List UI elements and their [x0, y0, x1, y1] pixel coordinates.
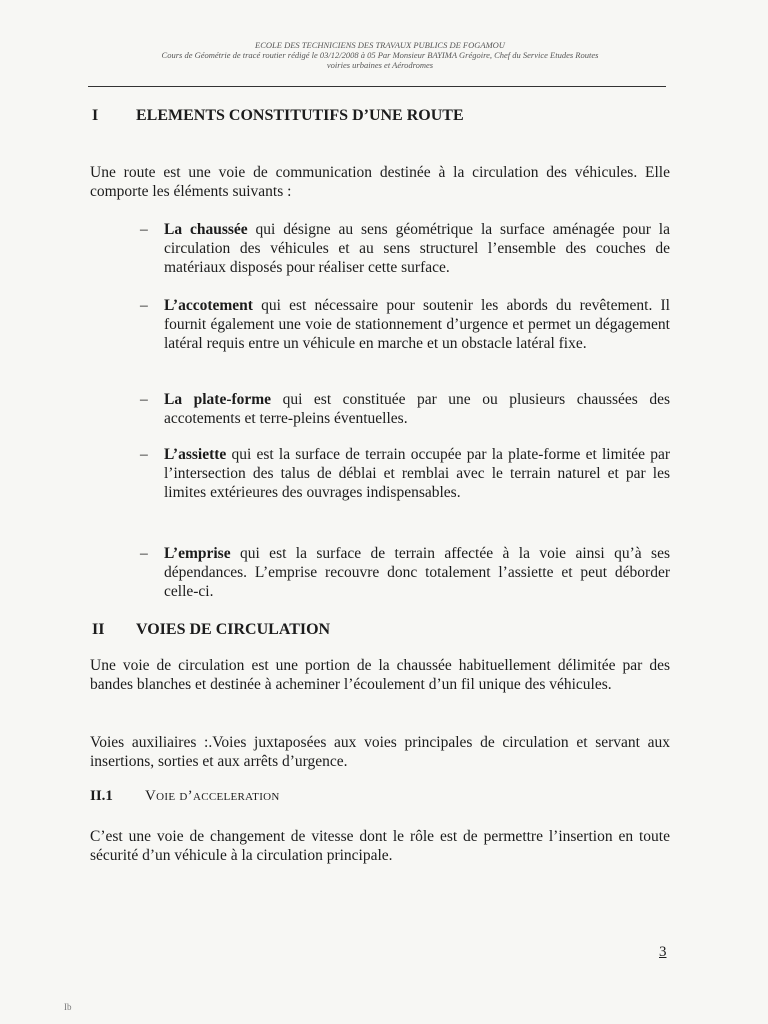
section-2-1-paragraph: C’est une voie de changement de vitesse dont le rôle est de permettre l’insertion en toute sécurité d’un véhicule à la circulation principale. — [90, 828, 670, 864]
definition-assiette: qui est la surface de terrain occupée par la plate-forme et limitée par l’intersection des talus de déblai et remblai avec le terrain naturel et par les limites extérieures des ouvrages indispensables. — [164, 446, 670, 501]
list-item-assiette — [140, 445, 670, 502]
section-2-heading — [92, 620, 330, 640]
page-header — [92, 40, 668, 70]
header-line-subject: voiries urbaines et Aérodromes — [326, 60, 434, 70]
margin-mark: Ib — [64, 1002, 72, 1012]
section-2-paragraph-1: Une voie de circulation est une portion de la chaussée habituellement délimitée par des bandes blanches et destinée à acheminer l’écoulement d’un fil unique des véhicules. — [90, 657, 670, 693]
term-chaussee: La chaussée — [164, 221, 248, 238]
bullet-dash: – — [140, 391, 148, 408]
section-1-heading — [92, 106, 464, 126]
section-2-1-heading — [90, 787, 280, 806]
section-2-title: VOIES DE CIRCULATION — [136, 621, 331, 638]
list-item-accotement — [140, 296, 670, 353]
term-emprise: L’emprise — [164, 545, 231, 562]
page-number: 3 — [659, 944, 667, 960]
section-2-1-title: Voie d’acceleration — [145, 788, 280, 804]
list-item-plate-forme — [140, 390, 670, 428]
definition-chaussee: qui désigne au sens géométrique la surface aménagée pour la circulation des véhicules et au sens structurel l’ensemble des couches de matériaux disposés pour réaliser cette surface. — [164, 221, 670, 276]
definition-plate-forme: qui est constituée par une ou plusieurs chaussées des accotements et terre-pleins éventuelles. — [164, 391, 670, 427]
section-2-1-number: II.1 — [90, 788, 113, 804]
section-2-number: II — [92, 621, 105, 638]
definition-emprise: qui est la surface de terrain affectée à la voie ainsi qu’à ses dépendances. L’emprise recouvre donc totalement l’assiette et peut déborder celle-ci. — [164, 545, 670, 600]
bullet-dash: – — [140, 221, 148, 238]
header-line-school: ECOLE DES TECHNICIENS DES TRAVAUX PUBLICS DE FOGAMOU — [255, 40, 505, 50]
bullet-dash: – — [140, 545, 148, 562]
list-item-emprise — [140, 544, 670, 601]
term-accotement: L’accotement — [164, 297, 253, 314]
list-item-chaussee — [140, 220, 670, 277]
section-1-intro: Une route est une voie de communication destinée à la circulation des véhicules. Elle comporte les éléments suivants : — [90, 164, 670, 200]
header-line-course: Cours de Géométrie de tracé routier rédigé le 03/12/2008 à 05 Par Monsieur BAYIMA Grégoire, Chef du Service Etudes Routes — [161, 50, 599, 60]
bullet-dash: – — [140, 297, 148, 314]
term-assiette: L’assiette — [164, 446, 227, 463]
section-2-paragraph-2: Voies auxiliaires :.Voies juxtaposées aux voies principales de circulation et servant aux insertions, sorties et aux arrêts d’urgence. — [90, 734, 670, 770]
definition-accotement: qui est nécessaire pour soutenir les abords du revêtement. Il fournit également une voie de stationnement d’urgence et permet un dégagement latéral requis entre un véhicule en marche et un obstacle latéral fixe. — [164, 297, 670, 352]
section-1-number: I — [92, 107, 99, 124]
section-1-title: ELEMENTS CONSTITUTIFS D’UNE ROUTE — [136, 107, 464, 124]
bullet-dash: – — [140, 446, 148, 463]
header-divider — [88, 86, 666, 87]
term-plate-forme: La plate-forme — [164, 391, 272, 408]
